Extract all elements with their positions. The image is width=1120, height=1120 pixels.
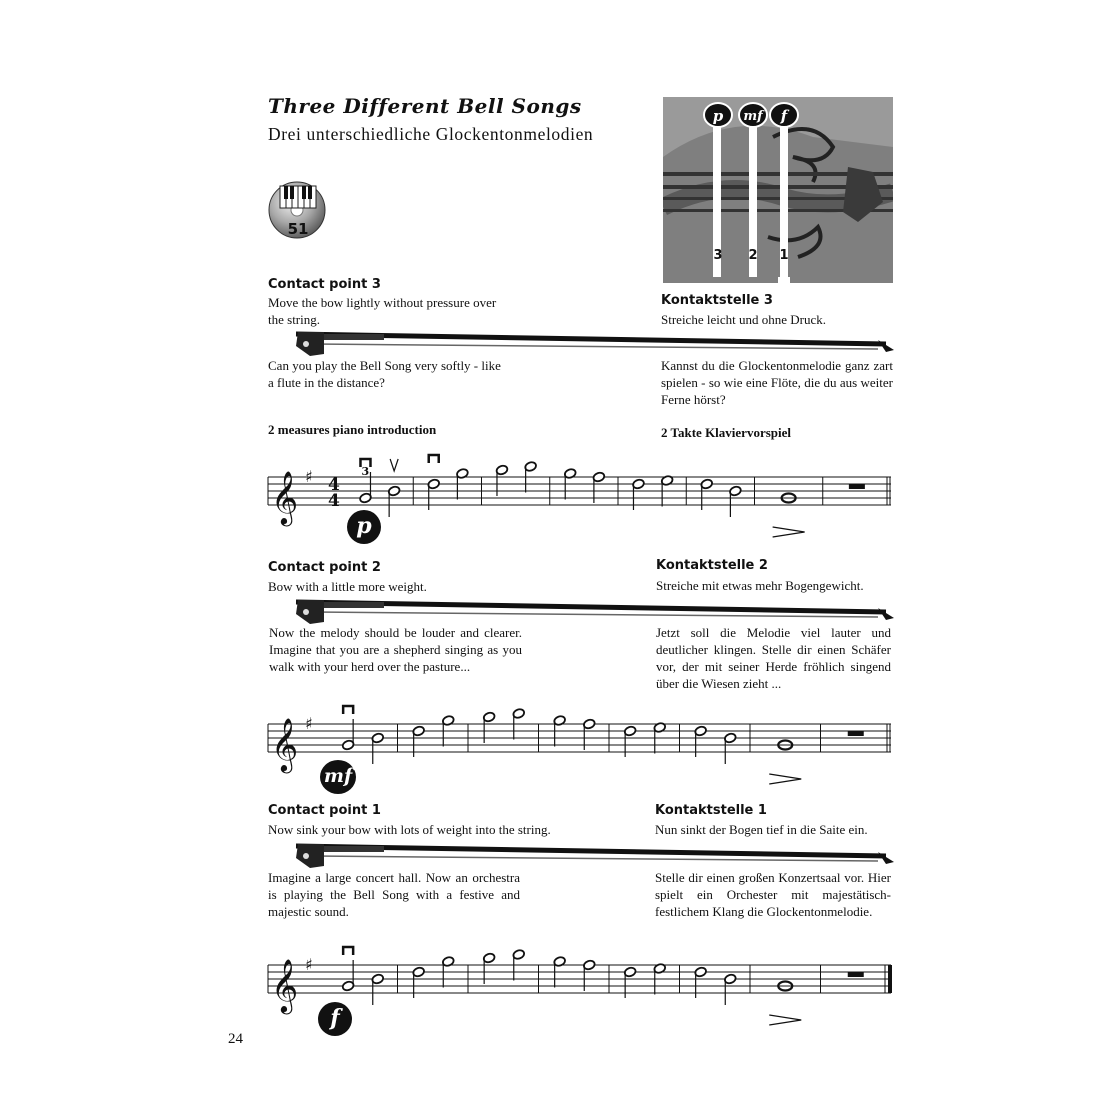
svg-text:mf: mf xyxy=(743,109,763,124)
section1-en-intro: 2 measures piano introduction xyxy=(268,422,437,437)
decrescendo-accent xyxy=(769,774,801,784)
down-bow-mark xyxy=(343,706,353,714)
key-signature-sharp: ♯ xyxy=(305,714,313,733)
dynamic-marking-mf: mf xyxy=(320,760,356,794)
section1-en-text: Can you play the Bell Song very softly - like a flute in the distance? xyxy=(268,358,501,390)
down-bow-mark xyxy=(429,455,439,463)
violin-bow-image xyxy=(266,594,896,628)
section1-de-heading: Kontaktstelle 3 xyxy=(661,293,773,308)
up-bow-mark xyxy=(390,459,398,471)
section2-de-text: Jetzt soll die Melodie viel lauter und deutlicher klingen. Stelle dir einen Schäfer vor, der mit seiner Herde fröhlich singend über die Wiesen zieht ... xyxy=(656,625,891,691)
section1-de-instruction: Streiche leicht und ohne Druck. xyxy=(661,312,826,327)
key-signature-sharp: ♯ xyxy=(305,955,313,974)
cd-track-icon xyxy=(268,180,328,240)
down-bow-mark xyxy=(343,947,353,955)
page-number: 24 xyxy=(228,1031,243,1047)
staff-3 xyxy=(265,935,895,1045)
fingering-number: 3 xyxy=(361,465,370,478)
contact-label-2: 2 xyxy=(748,248,758,263)
time-signature-bottom: 4 xyxy=(328,491,340,511)
treble-clef: 𝄞 xyxy=(271,958,299,1012)
section3-en-instruction: Now sink your bow with lots of weight into the string. xyxy=(268,822,551,837)
svg-text:p: p xyxy=(712,107,724,125)
dynamic-badge-mf xyxy=(739,103,767,127)
page-subtitle: Drei unterschiedliche Glockentonmelodien xyxy=(268,124,594,144)
dynamic-marking-p: p xyxy=(347,510,381,544)
section1-en-instruction: Move the bow lightly without pressure over the string. xyxy=(268,295,497,327)
page-title: Three Different Bell Songs xyxy=(268,94,582,118)
piano-keys-icon xyxy=(280,186,316,208)
whole-rest xyxy=(849,484,865,489)
contact-label-3: 3 xyxy=(713,248,723,263)
dynamic-badge-f xyxy=(770,103,798,127)
section1-de-text: Kannst du die Glockentonmelodie ganz zart spielen - so wie eine Flöte, die du aus weiter Ferne hörst? xyxy=(661,358,893,407)
decrescendo-accent xyxy=(773,527,805,537)
section1-de-intro: 2 Takte Klaviervorspiel xyxy=(661,425,791,440)
section2-de-instruction: Streiche mit etwas mehr Bogengewicht. xyxy=(656,578,864,593)
section3-de-heading: Kontaktstelle 1 xyxy=(655,803,767,818)
section3-en-text: Imagine a large concert hall. Now an orchestra is playing the Bell Song with a festive and majestic sound. xyxy=(268,870,520,919)
staff-2 xyxy=(265,690,895,800)
dynamic-marking-f: f xyxy=(318,1002,352,1036)
staff-1 xyxy=(265,440,895,550)
section3-de-instruction: Nun sinkt der Bogen tief in die Saite ein. xyxy=(655,822,868,837)
contact-label-1: 1 xyxy=(779,248,789,263)
svg-text:f: f xyxy=(780,107,788,125)
treble-clef: 𝄞 xyxy=(271,717,299,771)
decrescendo-accent xyxy=(769,1015,801,1025)
section3-en-heading: Contact point 1 xyxy=(268,803,381,818)
whole-rest xyxy=(848,972,864,977)
section2-de-heading: Kontaktstelle 2 xyxy=(656,558,768,573)
section2-en-instruction: Bow with a little more weight. xyxy=(268,579,427,594)
dynamic-badge-p xyxy=(704,103,732,127)
section2-en-text: Now the melody should be louder and clearer. Imagine that you are a shepherd singing as you walk with your herd over the pasture... xyxy=(269,625,522,674)
violin-contact-points-image xyxy=(663,97,893,283)
time-signature-top: 4 xyxy=(328,475,340,495)
key-signature-sharp: ♯ xyxy=(305,467,313,486)
violin-bow-image xyxy=(266,326,896,360)
section3-de-text: Stelle dir einen großen Konzertsaal vor. Hier spielt ein Orchester mit majestätisch-festlichem Klang die Glockentonmelodie. xyxy=(655,870,891,919)
section2-en-heading: Contact point 2 xyxy=(268,560,381,575)
whole-rest xyxy=(848,731,864,736)
track-number: 51 xyxy=(287,220,309,238)
treble-clef: 𝄞 xyxy=(271,470,299,524)
section1-en-heading: Contact point 3 xyxy=(268,277,381,292)
violin-bow-image xyxy=(266,838,896,872)
